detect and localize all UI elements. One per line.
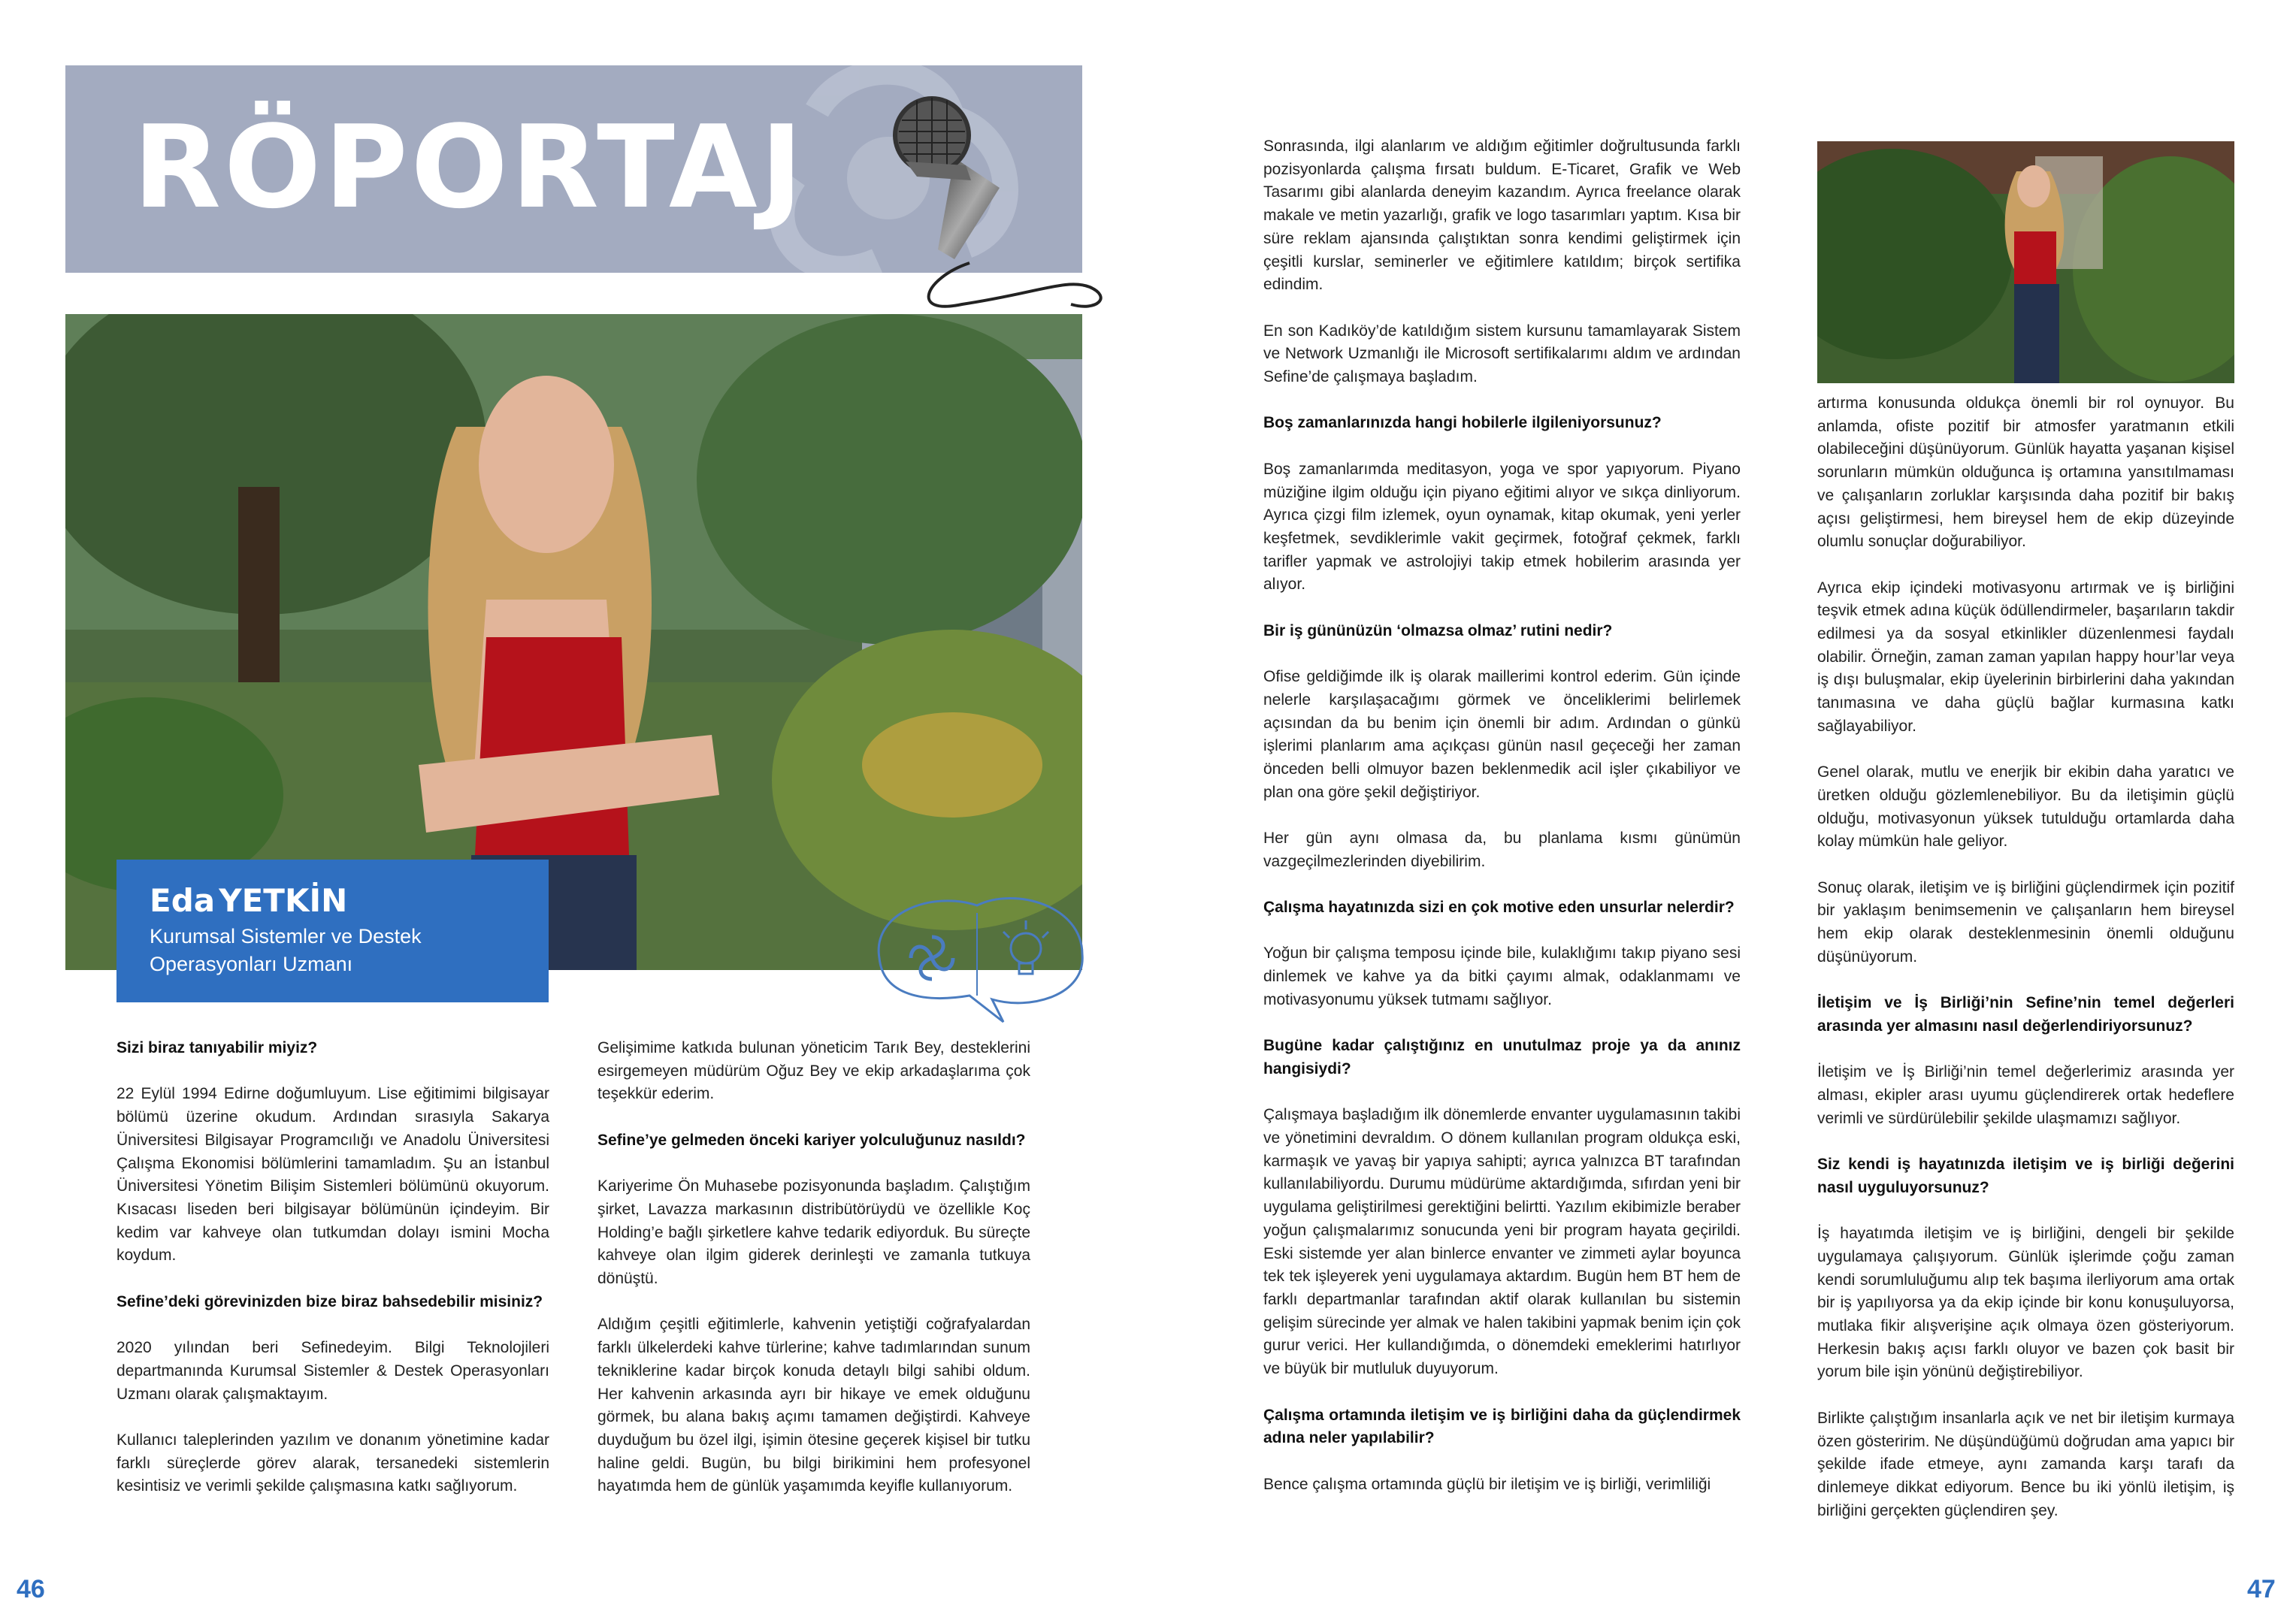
- paragraph: 22 Eylül 1994 Edirne doğumluyum. Lise eğitimimi bilgisayar bölümü üzerine okudum. Ardından sırasıyla Sakarya Üniversitesi Bilgisayar Programcılığı ve Anadolu Üniversitesi Çalışma Ekonomisi bölümlerini tamamladım. Şu an İstanbul Üniversitesi Yönetim Bilişim Sistemleri bölümünü okuyorum. Kısacası liseden beri bilgisayar bölümünün içindeyim. Bir kedim var kahveye olan tutkumdan dolayı ismini Mocha koydum.: [116, 1085, 549, 1265]
- microphone-icon: [842, 90, 1127, 316]
- paragraph: Kariyerime Ön Muhasebe pozisyonunda başladım. Çalıştığım şirket, Lavazza markasının distribütörüydü ve özellikle Koç Holding’e bağlı şirketlere kahve tedarik ediyorduk. Bu süreçte kahveye olan ilgim giderek derinleşti ve zamanla tutkuya dönüştü.: [597, 1177, 1030, 1287]
- paragraph: Sonrasında, ilgi alanlarım ve aldığım eğitimler doğrultusunda farklı pozisyonlarda çalışma fırsatı buldum. E-Ticaret, Grafik ve Web Tasarımı gibi alanlarda deneyim kazandım. Ayrıca freelance olarak makale ve metin yazarlığı, grafik ve logo tasarımları yaptım. Kısa bir süre reklam ajansında çalıştıktan sonra kendimi geliştirmek için çeşitli kurslar, seminerler ve eğitimlere katıldım; birçok sertifika edindim.: [1263, 138, 1741, 294]
- paragraph: İş hayatımda iletişim ve iş birliğini, dengeli bir şekilde uygulamaya çalışıyorum. Günlük işlerimde çoğu zaman kendi sorumluluğumu alıp tek başıma ilerliyorum ama ortak bir iş yapılıyorsa ya da ekip içinde bir konu konuşuluyorsa, mutlaka fikir alışverişine açık olmaya özen gösteriyorum. Herkesin bakış açısı farklı oluyor ve bazen çok basit bir yorum bile işin yönünü değiştirebiliyor.: [1817, 1225, 2234, 1381]
- paragraph: Yoğun bir çalışma temposu içinde bile, kulaklığımı takıp piyano sesi dinlemek ve kahve ya da bitki çayımı almak, odaklanmamı ve motivasyonumu yüksek tutmamı sağlıyor.: [1263, 944, 1741, 1008]
- question: Bugüne kadar çalıştığınız en unutulmaz proje ya da anınız hangisiydi?: [1263, 1037, 1741, 1077]
- person-role: Kurumsal Sistemler ve Destek Operasyonları Uzmanı: [150, 925, 422, 975]
- question: Sizi biraz tanıyabilir miyiz?: [116, 1039, 318, 1056]
- pinwheel-logo-icon: [911, 937, 953, 979]
- paragraph: Çalışmaya başladığım ilk dönemlerde envanter uygulamasının takibi ve yönetimini devraldım. O dönem kullanılan program oldukça eski, karmaşık ve yavaş bir yapıya sahipti; ayrıca yalnızca BT tarafından kullanılabiliyordu. Durumu müdürüme aktardığımda, sıfırdan yeni bir uygulama geliştirilmesi gerektiğini belirtti. Yazılım ekibimizle beraber yoğun çalışmalarımız sonucunda yeni bir program hayata geçirildi. Eski sistemde yer alan binlerce envanter ve zimmeti aylar boyunca tek tek işleyerek yeni uygulamaya aktardım. Bugün hem BT hem de farklı departmanlar tarafından aktif olarak kullanılan bu sistemin gelişim sürecinde yer almak ve halen takibini yapmak benim için çok gurur verici. Her kullandığımda, o dönemdeki emeklerimi hatırlıyor ve büyük bir mutluluk duyuyorum.: [1263, 1106, 1741, 1378]
- lightbulb-icon: [1003, 920, 1048, 974]
- paragraph: Sonuç olarak, iletişim ve iş birliğini güçlendirmek için pozitif bir yaklaşım benimsemenin ve çalışanların hem bireysel hem ekip olarak desteklenmesinin önemli olduğunu düşünüyorum.: [1817, 878, 2234, 966]
- question: Bir iş gününüzün ‘olmazsa olmaz’ rutini nedir?: [1263, 621, 1613, 639]
- article-column-1: [116, 1037, 549, 1522]
- paragraph: 2020 yılından beri Sefinedeyim. Bilgi Teknolojileri departmanında Kurumsal Sistemler & Destek Operasyonları Uzmanı olarak çalışmaktayım.: [116, 1339, 549, 1403]
- page-number-left: 46: [17, 1575, 45, 1603]
- question: İletişim ve İş Birliği’nin Sefine’nin temel değerleri arasında yer almasını nasıl değerlendiriyorsunuz?: [1817, 994, 2234, 1035]
- question: Sefine’deki görevinizden bize biraz bahsedebilir misiniz?: [116, 1292, 543, 1310]
- paragraph: Aldığım çeşitli eğitimlerle, kahvenin yetiştiği coğrafyalardan farklı ülkelerdeki kahve türlerine; kahve tadımlarından sunum tekniklerine kadar birçok konuda detaylı bilgi sahibi oldum. Her kahvenin arkasında ayrı bir hikaye ve emek olduğunu görmek, bu alana bakış açımı tamamen değiştirdi. Kahveye duyduğum bu özel ilgi, işimin ötesine geçerek kişisel bir tutku haline geldi. Bugün, bu bilgi birikimini hem profesyonel hayatımda hem de günlük yaşamımda keyifle kullanıyorum.: [597, 1316, 1030, 1495]
- paragraph: artırma konusunda oldukça önemli bir rol oynuyor. Bu anlamda, ofiste pozitif bir atmosfer yaratmanın etkili olabileceğini düşünüyorum. Günlük hayatta yaşanan kişisel sorunların mümkün olduğunca iş ortamına yansıtılmaması ve çalışanların zorluklar karşısında daha pozitif bir bakış açısı geliştirmesi, hem bireysel hem de ekip düzeyinde olumlu sonuçlar doğurabiliyor.: [1817, 394, 2234, 551]
- paragraph: Ofise geldiğimde ilk iş olarak maillerimi kontrol ederim. Gün içinde nelerle karşılaşacağımı görmek ve önceliklerimi belirlemek açısından da bu benim için önemli bir adım. Ardından o günkü işlerimi planlarım ama açıkçası günün nasıl geçeceği her zaman önceden belli olmuyor bazen beklenmedik acil işler çıkabiliyor ve plan ona göre şekil değiştiriyor.: [1263, 668, 1741, 801]
- paragraph: En son Kadıköy’de katıldığım sistem kursunu tamamlayarak Sistem ve Network Uzmanlığı ile Microsoft sertifikalarımı aldım ve ardından Sefine’de çalışmaya başladım.: [1263, 322, 1741, 386]
- paragraph: Ayrıca ekip içindeki motivasyonu artırmak ve iş birliğini teşvik etmek adına küçük ödüllendirmeler, başarıların takdir edilmesi ya da sosyal etkinlikler düzenlenmesi faydalı olabilir. Örneğin, zaman zaman yapılan happy hour’lar veya iş dışı buluşmalar, ekip üyelerinin birbirlerini daha yakından tanımasına ve daha güçlü bağlar kurmasına katkı sağlayabiliyor.: [1817, 579, 2234, 735]
- question: Boş zamanlarınızda hangi hobilerle ilgileniyorsunuz?: [1263, 414, 1662, 432]
- person-first-name: Eda: [150, 882, 216, 919]
- page-title: RÖPORTAJ: [133, 101, 806, 234]
- question: Sefine’ye gelmeden önceki kariyer yolculuğunuz nasıldı?: [597, 1131, 1026, 1149]
- paragraph: İletişim ve İş Birliği’nin temel değerlerimiz arasında yer alması, ekipler arası uyumu güçlendirerek ortak hedeflere verimli ve sürdürülebilir şekilde ulaşmamızı sağlıyor.: [1817, 1063, 2234, 1127]
- question: Siz kendi iş hayatınızda iletişim ve iş birliği değerini nasıl uyguluyorsunuz?: [1817, 1156, 2234, 1196]
- paragraph: Boş zamanlarımda meditasyon, yoga ve spor yapıyorum. Piyano müziğine ilgim olduğu için piyano eğitimi alıyor ve sıkça dinliyorum. Ayrıca çizgi film izlemek, oyun oynamak, kitap okumak, yeni yerler keşfetmek, sevdiklerimle vakit geçirmek, fotoğraf çekmek, farklı tarifler yapmak ve astrolojiyi takip etmek hobilerim arasında yer alıyor.: [1263, 460, 1741, 594]
- paragraph: Her gün aynı olmasa da, bu planlama kısmı günümün vazgeçilmezlerinden diyebilirim.: [1263, 830, 1741, 870]
- side-photo: [1817, 141, 2234, 383]
- paragraph: Birlikte çalıştığım insanlarla açık ve net bir iletişim kurmaya özen gösteririm. Ne düşündüğümü doğrudan ama yapıcı bir şekilde ifade etmeye, aynı zamanda karşı tarafı da dinlemeye dikkat ediyorum. Bence bu iki yönlü iletişim, iş birliğini gerçekten güçlendiren şey.: [1817, 1409, 2234, 1519]
- name-box: [116, 860, 549, 1002]
- paragraph: Kullanıcı taleplerinden yazılım ve donanım yönetimine kadar farklı süreçlerde görev alarak, tersanedeki sistemlerin kesintisiz ve verimli şekilde çalışmasına katkı sağlıyorum.: [116, 1431, 549, 1495]
- question: Çalışma hayatınızda sizi en çok motive eden unsurlar nelerdir?: [1263, 899, 1735, 917]
- page-number-right: 47: [2247, 1575, 2276, 1603]
- person-last-name: YETKİN: [219, 882, 348, 919]
- question: Çalışma ortamında iletişim ve iş birliğini daha da güçlendirmek adına neler yapılabilir?: [1263, 1406, 1741, 1447]
- paragraph: Gelişimime katkıda bulunan yöneticim Tarık Bey, desteklerini esirgemeyen müdürüm Oğuz Bey ve ekip arkadaşlarıma çok teşekkür ederim.: [597, 1039, 1030, 1103]
- article-column-4: [1817, 392, 2234, 1546]
- person-name: [150, 882, 347, 919]
- paragraph: Bence çalışma ortamında güçlü bir iletişim ve iş birliği, verimliliği: [1263, 1475, 1711, 1493]
- paragraph: Genel olarak, mutlu ve enerjik bir ekibin daha yaratıcı ve üretken olduğu gözlemlenebiliyor. Bu da iletişimin güçlü olduğu, motivasyonun yüksek tutulduğu ortamlarda daha kolay mümkün hale geliyor.: [1817, 763, 2234, 851]
- article-column-3: [1263, 135, 1741, 1519]
- speech-bubble-icon: [864, 883, 1097, 1026]
- article-column-2: [597, 1037, 1030, 1522]
